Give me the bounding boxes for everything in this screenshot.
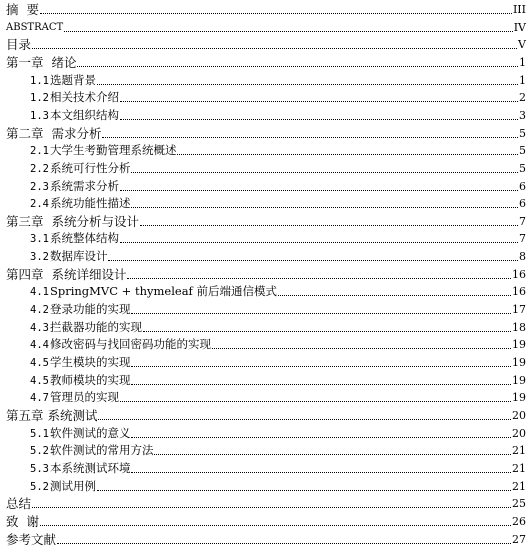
toc-page-number: 17 <box>512 303 526 317</box>
toc-page-number: 5 <box>519 126 526 140</box>
toc-section-number: 2.4 <box>30 198 49 211</box>
toc-entry-label: 学生模块的实现 <box>49 355 131 369</box>
toc-entry-label: 软件测试的意义 <box>49 425 131 440</box>
toc-entry-label: 摘 要 <box>6 2 39 17</box>
toc-entry-label: 第四章 系统详细设计 <box>6 266 127 282</box>
toc-page-number: 27 <box>512 532 526 546</box>
dot-leader <box>131 207 518 208</box>
toc-entry-label: 第二章 需求分析 <box>6 125 102 141</box>
toc-page-number: 19 <box>512 373 526 387</box>
toc-entry-label: 管理员的实现 <box>49 390 119 405</box>
toc-entry-label: 大学生考勤管理系统概述 <box>49 143 177 158</box>
toc-section-number: 4.3 <box>30 321 49 334</box>
dot-leader <box>64 31 513 32</box>
dot-leader <box>131 384 511 385</box>
dot-leader <box>278 295 511 296</box>
toc-entry-label: 目录 <box>6 37 32 53</box>
toc-section-number: 5.2 <box>30 480 49 493</box>
toc-entry-label: 选题背景 <box>49 72 96 87</box>
toc-entry-label: 第一章 绪论 <box>6 54 77 70</box>
toc-entry-label: 修改密码与找回密码功能的实现 <box>49 337 211 352</box>
dot-leader <box>97 84 518 85</box>
toc-page-number: 20 <box>512 408 526 422</box>
dot-leader <box>177 154 518 155</box>
toc-page-number: 6 <box>519 197 526 211</box>
dot-leader <box>127 278 511 279</box>
toc-page-number: 7 <box>519 214 526 228</box>
toc-section-number: 4.5 <box>30 374 49 387</box>
toc-entry-label: 致 谢 <box>6 513 39 529</box>
toc-page-number: V <box>518 38 526 52</box>
toc-entry-label: 教师模块的实现 <box>49 372 131 387</box>
toc-section-number: 2.3 <box>30 180 49 193</box>
toc-entry-label: 总结 <box>6 496 32 512</box>
dot-leader <box>102 137 518 138</box>
toc-page-number: 26 <box>512 514 526 528</box>
toc-page-number: 18 <box>512 320 526 334</box>
toc-section-number: 4.4 <box>30 339 49 352</box>
toc-page-number: 19 <box>512 356 526 369</box>
dot-leader <box>131 313 511 314</box>
toc-entry-label: 登录功能的实现 <box>49 302 131 317</box>
toc-section-number: 3.1 <box>30 233 49 246</box>
dot-leader <box>131 472 511 473</box>
toc-page-number: 19 <box>512 391 526 405</box>
toc-page-number: 25 <box>512 497 526 511</box>
dot-leader <box>32 48 517 49</box>
dot-leader <box>120 119 518 120</box>
toc-section-number: 4.2 <box>30 304 49 317</box>
toc-page-number: 7 <box>519 232 526 246</box>
dot-leader <box>120 242 518 243</box>
toc-section-number: 3.2 <box>30 251 49 264</box>
toc-page-number: 21 <box>512 461 526 475</box>
dot-leader <box>131 366 511 367</box>
toc-page-number: 1 <box>519 55 526 69</box>
toc-entry-label: 系统需求分析 <box>49 178 119 193</box>
dot-leader <box>77 66 518 67</box>
dot-leader <box>212 348 511 349</box>
toc-entry-title <box>6 533 56 548</box>
toc-entry-label: 软件测试的常用方法 <box>49 443 154 458</box>
toc-page-number: 8 <box>519 250 526 264</box>
toc-section-number: 1.2 <box>30 92 49 105</box>
toc-section-number: 2.1 <box>30 145 49 158</box>
toc-entry-label: 拦截器功能的实现 <box>49 319 142 334</box>
toc-section-number: 1.1 <box>30 74 49 87</box>
toc-page-number: 6 <box>519 179 526 193</box>
toc-entry-label: 本文组织结构 <box>49 107 119 122</box>
toc-section-number: 4.7 <box>30 392 49 405</box>
toc-entry-label: 相关技术介绍 <box>49 90 119 105</box>
dot-leader <box>97 490 511 491</box>
toc-page-number: III <box>512 3 526 16</box>
toc-entry-label: 第三章 系统分析与设计 <box>6 213 139 229</box>
dot-leader <box>131 437 511 438</box>
toc-entry <box>6 528 526 548</box>
toc-section-number: 4.5 <box>30 357 49 369</box>
toc-entry-label: 参考文献 <box>6 531 57 547</box>
dot-leader <box>108 260 518 261</box>
toc-page-number: 21 <box>512 444 526 458</box>
toc-page-number: 2 <box>519 91 526 105</box>
toc-page-number: 21 <box>512 479 526 493</box>
toc-page-number: 3 <box>519 108 526 122</box>
toc-section-number: 5.3 <box>30 462 49 475</box>
toc-section-number: 1.3 <box>30 109 49 122</box>
dot-leader <box>140 225 518 226</box>
toc-page-number: 1 <box>519 73 526 87</box>
dot-leader <box>154 454 511 455</box>
toc-entry-label: 系统可行性分析 <box>49 160 131 175</box>
toc-entry-label: SpringMVC + thymeleaf 前后端通信模式 <box>49 284 277 299</box>
dot-leader <box>98 419 511 420</box>
toc-page-number: IV <box>513 20 526 34</box>
dot-leader <box>40 13 512 14</box>
toc-page-number: 16 <box>512 267 526 281</box>
toc-entry-label: 数据库设计 <box>49 249 108 264</box>
toc-page-number: 20 <box>512 426 526 440</box>
toc-entry-label: 系统功能性描述 <box>49 196 131 211</box>
toc-section-number: 5.2 <box>30 445 49 458</box>
dot-leader <box>120 401 511 402</box>
toc-entry-label: 系统整体结构 <box>49 231 119 246</box>
dot-leader <box>40 525 511 526</box>
toc-section-number: 4.1 <box>30 286 49 299</box>
toc-entry-label: 本系统测试环境 <box>49 460 131 475</box>
toc-page-number: 5 <box>519 144 526 158</box>
dot-leader <box>120 190 518 191</box>
dot-leader <box>120 101 518 102</box>
dot-leader <box>131 172 518 173</box>
toc-section-number: 2.2 <box>30 162 49 175</box>
dot-leader <box>143 331 511 332</box>
dot-leader <box>57 543 511 544</box>
toc-page-number: 16 <box>512 285 526 299</box>
toc-section-number: 5.1 <box>30 427 49 440</box>
toc-page-number: 5 <box>519 161 526 175</box>
dot-leader <box>32 507 511 508</box>
toc-entry-label: 第五章 系统测试 <box>6 407 98 423</box>
toc-entry-label: ABSTRACT <box>6 21 64 33</box>
toc-entry-label: 测试用例 <box>49 478 96 493</box>
toc-page-number: 19 <box>512 338 526 352</box>
